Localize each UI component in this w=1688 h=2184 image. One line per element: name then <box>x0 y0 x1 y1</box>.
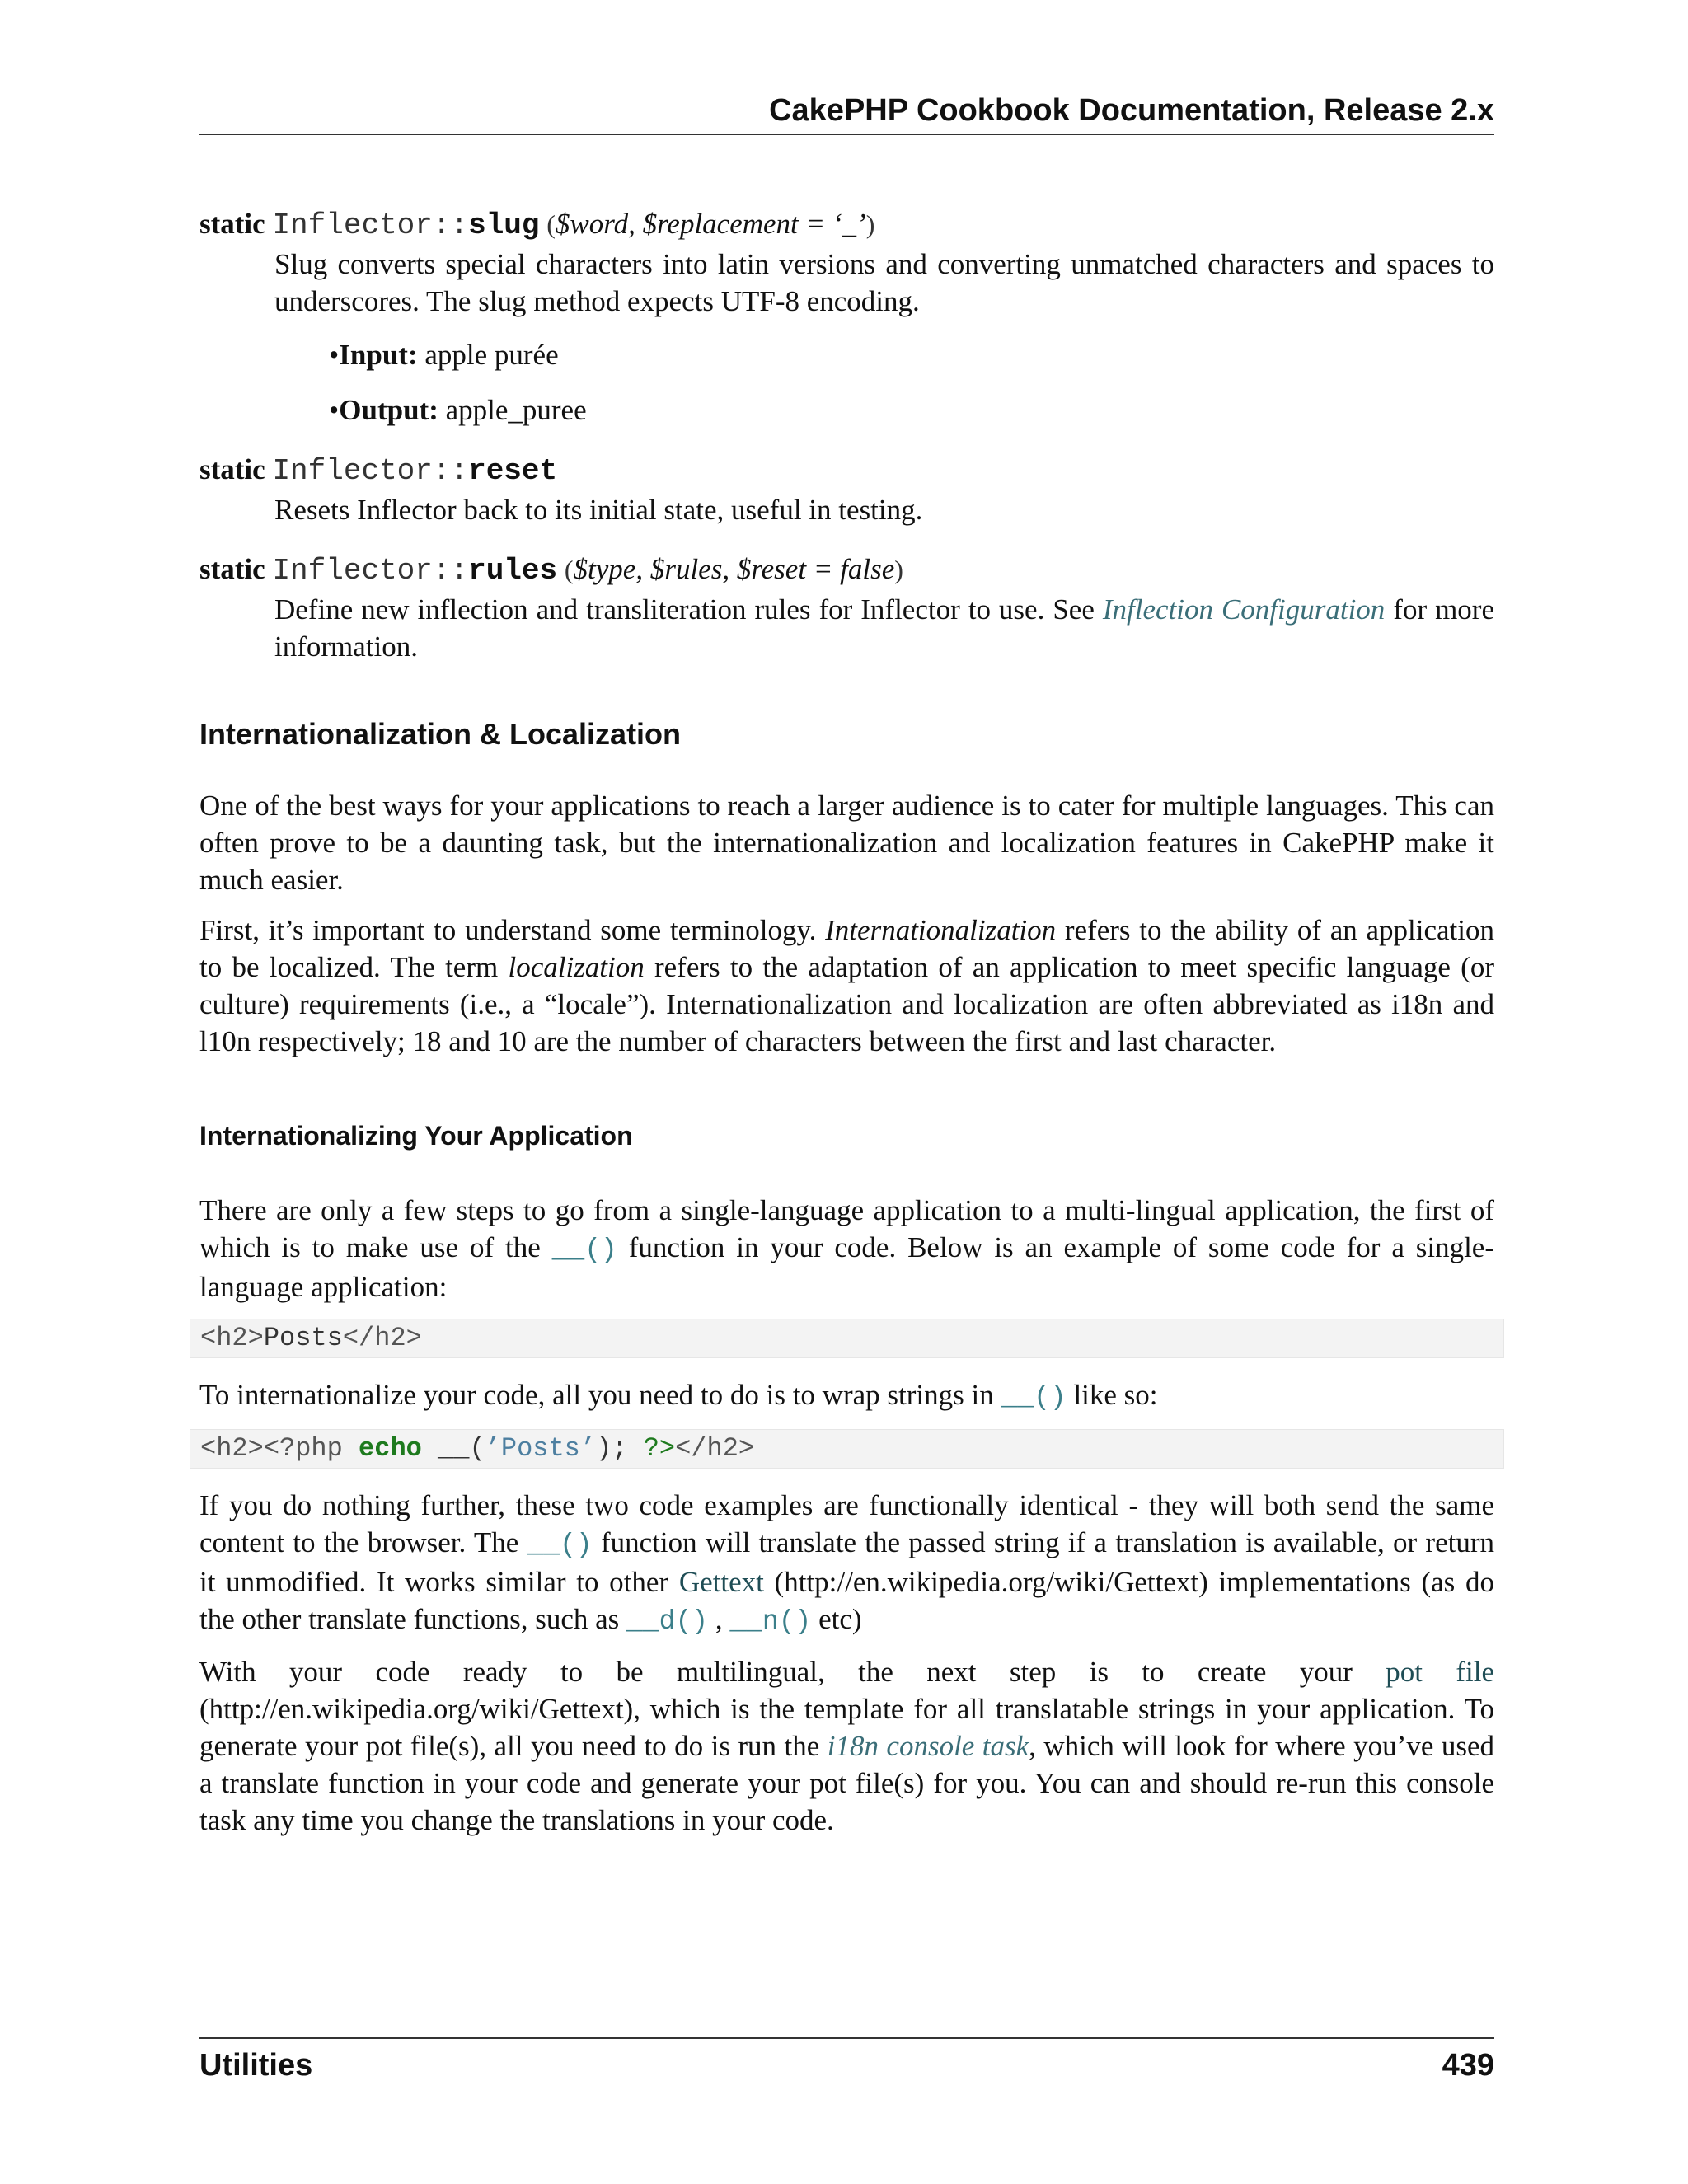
method-slug <box>199 204 1494 429</box>
class-name: Inflector:: <box>272 454 469 488</box>
method-signature <box>199 550 1494 591</box>
text-span: , which will look for where you’ve used a translate function in your code and generate your pot file(s) for you. You can and should re-run this console task any time you change the translations in your code. <box>199 1730 1494 1836</box>
code-block <box>190 1319 1504 1358</box>
header-rule <box>199 134 1494 135</box>
text-span: for more information. <box>274 593 1494 663</box>
code-keyword: echo <box>359 1433 422 1464</box>
description-text: Resets Inflector back to its initial state, useful in testing. <box>274 494 923 526</box>
open-paren: ( <box>564 555 574 584</box>
footer-rule <box>199 2037 1494 2039</box>
list-item: •Output: apple_puree <box>329 394 587 426</box>
code-block <box>190 1429 1504 1469</box>
method-rules <box>199 550 1494 665</box>
text-span: To internationalize your code, all you need to do is to wrap strings in <box>199 1379 1001 1411</box>
code-token: __( <box>421 1433 485 1464</box>
open-paren: ( <box>546 209 556 239</box>
method-description <box>274 246 1494 429</box>
code-token: > <box>247 1323 264 1353</box>
paragraph <box>199 1653 1494 1839</box>
text-span: , <box>708 1603 730 1635</box>
i18n-console-task-link[interactable]: i18n console task <box>827 1730 1029 1762</box>
translate-function-link[interactable]: __() <box>1001 1382 1067 1413</box>
method-params: $word, $replacement = ‘_’ <box>555 208 866 240</box>
text-span: refers to the ability of an application to be localized. The term <box>199 914 1495 983</box>
paragraph: One of the best ways for your applications to reach a larger audience is to cater for multiple languages. This can often prove to be a daunting task, but the internationalization and localization features in CakePHP make it much easier. <box>199 790 1494 896</box>
paragraph <box>199 1376 1494 1416</box>
text-span: like so: <box>1066 1379 1158 1411</box>
text-span: Define new inflection and transliteration rules for Inflector to use. See <box>274 593 1103 626</box>
bullet-label: Output: <box>339 394 438 426</box>
method-description <box>274 591 1494 665</box>
text-span: etc) <box>811 1603 862 1635</box>
code-token: ); <box>596 1433 644 1464</box>
method-signature <box>199 450 1494 491</box>
footer-section-title: Utilities <box>199 2048 313 2083</box>
page-number: 439 <box>1442 2048 1494 2083</box>
paragraph <box>199 912 1494 1060</box>
static-keyword: static <box>199 453 265 485</box>
class-name: Inflector:: <box>272 554 469 588</box>
gettext-link[interactable]: Gettext <box>678 1566 764 1598</box>
bullet-value: apple purée <box>424 339 559 371</box>
subsection-heading: Internationalizing Your Application <box>199 1121 633 1151</box>
text-span: refers to the adaptation of an application to meet specific language (or culture) requirements (i.e., a “locale”). Internationalization and localization are often abbreviated as i18n and l10n respectively; 18 and 10 are the number of characters between the first and last character. <box>199 951 1494 1057</box>
paragraph <box>199 1192 1494 1305</box>
bullet-value: apple_puree <box>445 394 587 426</box>
code-token: <h2 <box>200 1433 248 1464</box>
section-heading: Internationalization & Localization <box>199 717 682 751</box>
bullet-label: Input: <box>339 339 418 371</box>
method-name: rules <box>468 554 558 588</box>
emphasis: localization <box>508 951 645 983</box>
example-list <box>274 336 1494 429</box>
translate-domain-function-link[interactable]: __d() <box>626 1606 709 1637</box>
text-span: function in your code. Below is an example of some code for a single-language application: <box>199 1231 1495 1303</box>
close-paren: ) <box>894 555 903 584</box>
text-span: function will translate the passed string if a translation is available, or return it unmodified. It works similar to other <box>199 1526 1494 1598</box>
page-content <box>199 204 1494 1852</box>
static-keyword: static <box>199 208 265 240</box>
pot-file-link[interactable]: pot file <box>1386 1656 1494 1688</box>
translate-function-link[interactable]: __() <box>527 1530 593 1560</box>
code-token: <h2 <box>200 1323 248 1353</box>
method-name: reset <box>468 454 558 488</box>
code-token: ?> <box>643 1433 676 1464</box>
description-text <box>274 591 1494 665</box>
method-params: $type, $rules, $reset = false <box>573 553 895 585</box>
emphasis: Internationalization <box>825 914 1057 946</box>
inflection-configuration-link[interactable]: Inflection Configuration <box>1102 593 1386 626</box>
method-signature <box>199 204 1494 246</box>
code-token: Posts <box>263 1323 343 1353</box>
running-header: CakePHP Cookbook Documentation, Release 2.x <box>769 93 1494 128</box>
text-span: With your code ready to be multilingual, the next step is to create your <box>199 1656 1386 1688</box>
code-token: > <box>406 1323 422 1353</box>
code-token: </h2 <box>342 1323 406 1353</box>
text-span: (http://en.wikipedia.org/wiki/Gettext), which is the template for all translatable strings in your application. To generate your pot file(s), all you need to do is run the <box>199 1693 1494 1762</box>
class-name: Inflector:: <box>272 209 469 242</box>
text-span: There are only a few steps to go from a single-language application to a multi-lingual application, the first of which is to make use of the <box>199 1194 1494 1263</box>
document-page <box>199 0 1494 2184</box>
text-span: (http://en.wikipedia.org/wiki/Gettext) implementations (as do the other translate functions, such as <box>199 1566 1494 1635</box>
translate-function-link[interactable]: __() <box>551 1235 617 1265</box>
paragraph <box>199 1487 1494 1640</box>
text-span: First, it’s important to understand some terminology. <box>199 914 826 946</box>
text-span: If you do nothing further, these two code examples are functionally identical - they will both send the same content to the browser. The <box>199 1489 1494 1558</box>
method-description <box>274 491 1494 528</box>
translate-plural-function-link[interactable]: __n() <box>729 1606 812 1637</box>
description-text: Slug converts special characters into latin versions and converting unmatched characters and spaces to underscores. The slug method expects UTF-8 encoding. <box>274 248 1494 317</box>
method-name: slug <box>468 209 540 242</box>
static-keyword: static <box>199 553 265 585</box>
list-item: •Input: apple purée <box>329 339 559 371</box>
code-string: ’Posts’ <box>485 1433 597 1464</box>
code-token: ><?php <box>247 1433 359 1464</box>
method-reset <box>199 450 1494 528</box>
close-paren: ) <box>865 209 875 239</box>
code-token: </h2> <box>675 1433 755 1464</box>
